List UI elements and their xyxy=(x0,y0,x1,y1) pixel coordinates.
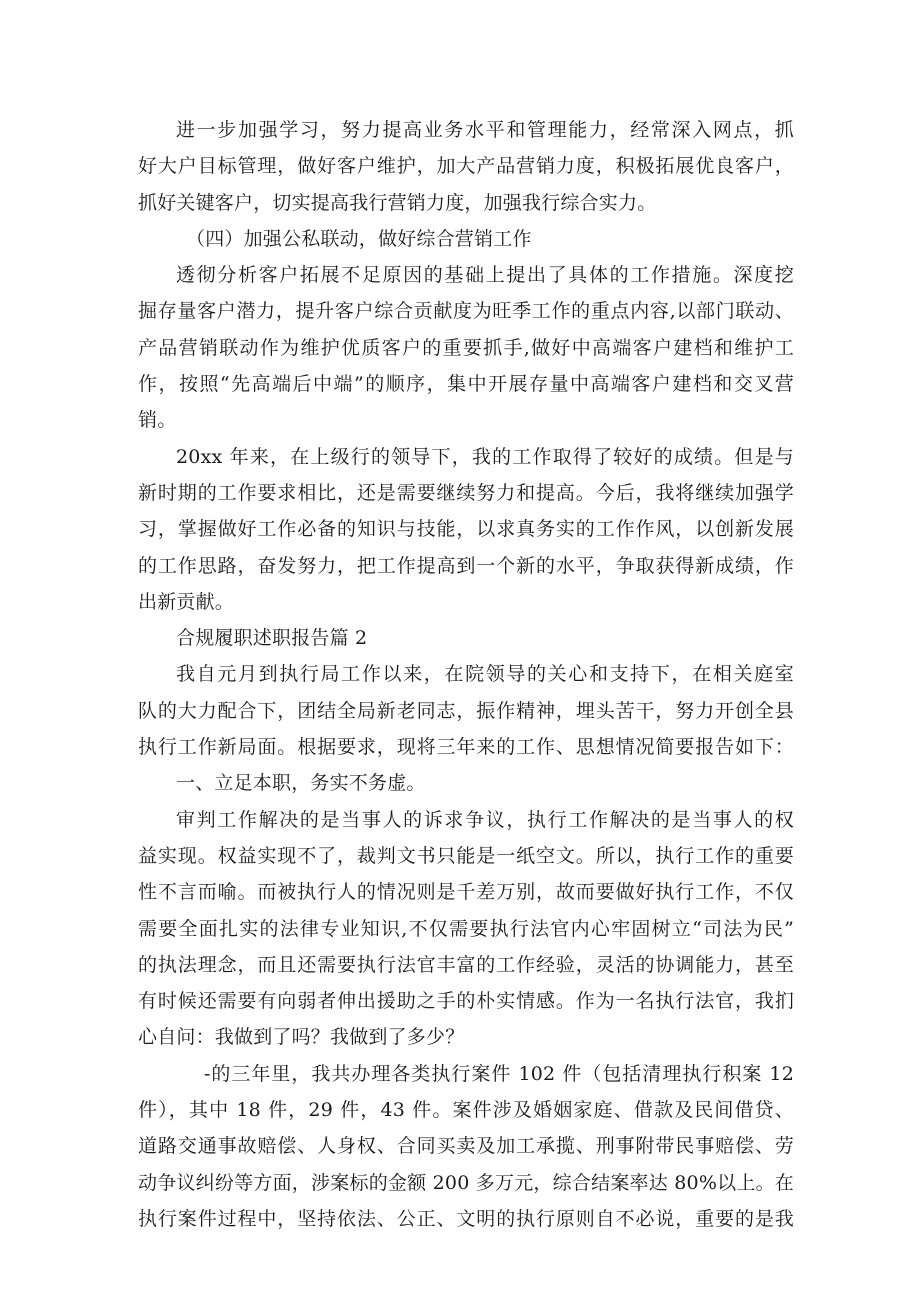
text-line: 执行案件过程中，坚持依法、公正、文明的执行原则自不必说，重要的是我 xyxy=(138,1207,794,1230)
text-line: 进一步加强学习，努力提高业务水平和管理能力，经常深入网点，抓 xyxy=(176,119,794,141)
text-line: 出新贡献。 xyxy=(138,590,235,613)
text-line: 习，掌握做好工作必备的知识与技能，以求真务实的工作作风，以创新发展 xyxy=(138,518,794,541)
text-line: 审判工作解决的是当事人的诉求争议，执行工作解决的是当事人的权 xyxy=(176,808,794,831)
text-line: 的工作思路，奋发努力，把工作提高到一个新的水平，争取获得新成绩，作 xyxy=(138,554,794,577)
text-line: 动争议纠纷等方面，涉案标的金额 200 多万元，综合结案率达 80%以上。在 xyxy=(138,1171,794,1194)
text-line: -的三年里，我共办理各类执行案件 102 件（包括清理执行积案 12 xyxy=(204,1062,794,1085)
text-line: 掘存量客户潜力，提升客户综合贡献度为旺季工作的重点内容,以部门联动、 xyxy=(138,300,794,323)
text-line: 心自问：我做到了吗？我做到了多少？ xyxy=(138,1026,465,1049)
text-line: 的执法理念，而且还需要执行法官丰富的工作经验，灵活的协调能力，甚至 xyxy=(138,953,794,976)
text-line: 有时候还需要有向弱者伸出援助之手的朴实情感。作为一名执行法官，我扪 xyxy=(138,990,794,1013)
text-line: 道路交通事故赔偿、人身权、合同买卖及加工承揽、刑事附带民事赔偿、劳 xyxy=(138,1135,794,1158)
text-line: 透彻分析客户拓展不足原因的基础上提出了具体的工作措施。深度挖 xyxy=(176,264,794,287)
text-line: 作，按照“先高端后中端”的顺序，集中开展存量中高端客户建档和交叉营 xyxy=(138,373,794,396)
text-line: 执行工作新局面。根据要求，现将三年来的工作、思想情况简要报告如下： xyxy=(138,736,794,759)
text-line: （四）加强公私联动，做好综合营销工作 xyxy=(186,227,532,250)
text-line: 队的大力配合下，团结全局新老同志，振作精神，埋头苦干，努力开创全县 xyxy=(138,699,794,722)
document-body xyxy=(138,112,794,1237)
text-line: 20xx 年来，在上级行的领导下，我的工作取得了较好的成绩。但是与 xyxy=(176,445,794,468)
text-line: 抓好关键客户，切实提高我行营销力度，加强我行综合实力。 xyxy=(138,191,657,214)
text-line: 我自元月到执行局工作以来，在院领导的关心和支持下，在相关庭室 xyxy=(176,663,794,686)
text-line: 一、立足本职，务实不务虚。 xyxy=(176,772,426,795)
text-line: 销。 xyxy=(138,409,177,432)
text-line: 件），其中 18 件，29 件，43 件。案件涉及婚姻家庭、借款及民间借贷、 xyxy=(138,1099,794,1122)
text-line: 新时期的工作要求相比，还是需要继续努力和提高。今后，我将继续加强学 xyxy=(138,481,794,504)
text-line: 益实现。权益实现不了，裁判文书只能是一纸空文。所以，执行工作的重要 xyxy=(138,844,794,867)
text-line: 产品营销联动作为维护优质客户的重要抓手,做好中高端客户建档和维护工 xyxy=(138,336,794,359)
text-line: 需要全面扎实的法律专业知识,不仅需要执行法官内心牢固树立“司法为民” xyxy=(138,917,794,940)
text-line: 好大户目标管理，做好客户维护，加大产品营销力度，积极拓展优良客户， xyxy=(138,155,794,178)
text-line: 性不言而喻。而被执行人的情况则是千差万别，故而要做好执行工作，不仅 xyxy=(138,881,794,904)
text-line: 合规履职述职报告篇 2 xyxy=(176,627,368,650)
